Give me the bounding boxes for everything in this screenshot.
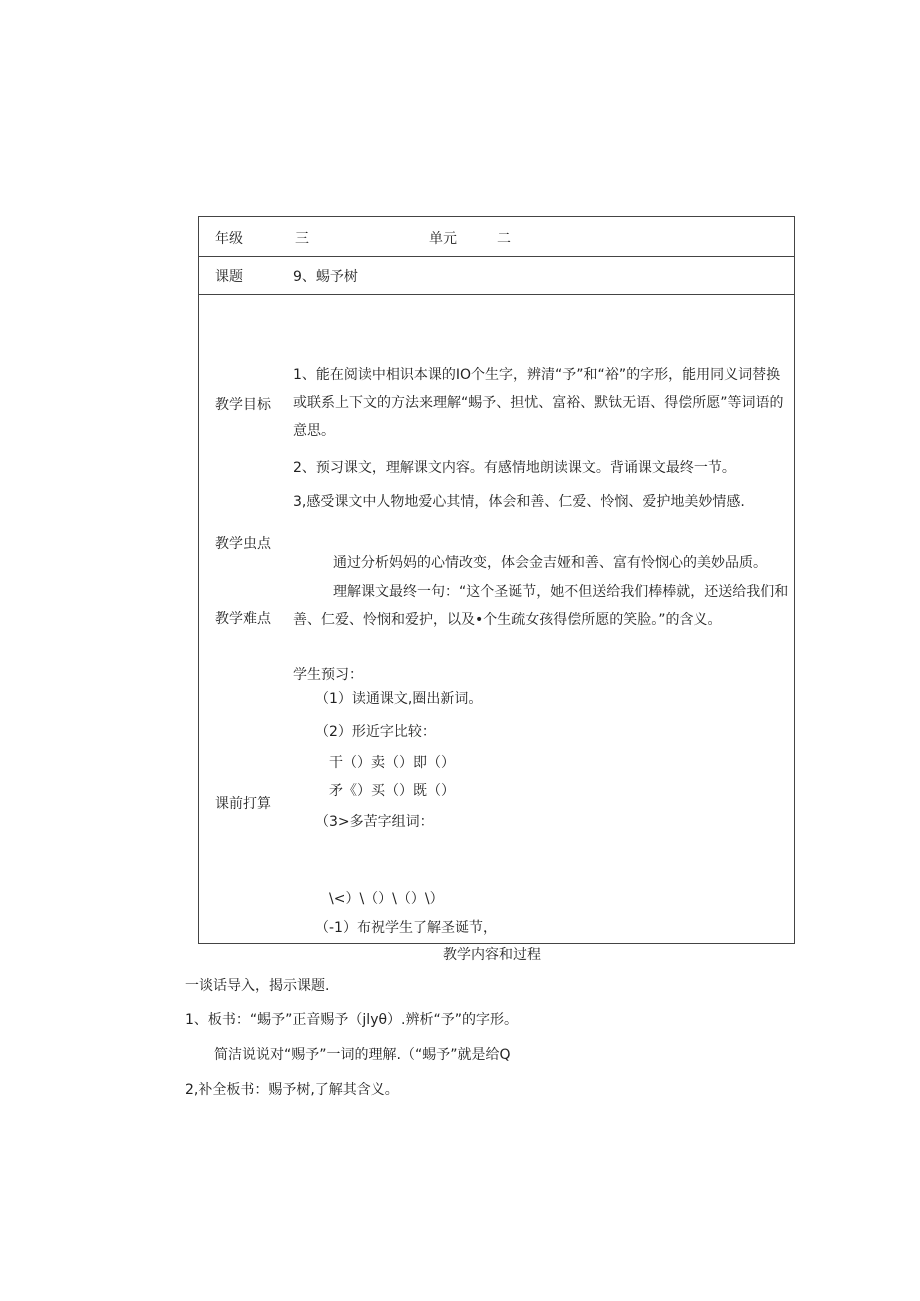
row-divider bbox=[199, 256, 794, 257]
process-line-1: 1、板书：“蜴予”正音赐予（jlyθ）.辨析“予”的字形。 bbox=[185, 1012, 518, 1028]
unit-label: 单元 bbox=[429, 231, 457, 247]
row-divider bbox=[199, 294, 794, 295]
topic-value: 9、蜴予树 bbox=[293, 269, 358, 285]
goal-item-2: 2、预习课文，理解课文内容。有感情地朗读课文。背诵课文最终一节。 bbox=[293, 460, 736, 476]
preparation-step-4: （-1）布祝学生了解圣诞节， bbox=[315, 920, 497, 936]
unit-value: 二 bbox=[497, 231, 511, 247]
process-title: 教学内容和过程 bbox=[443, 947, 541, 963]
word-blanks: \<）\（）\（）\） bbox=[329, 891, 444, 907]
topic-label: 课题 bbox=[215, 269, 243, 285]
compare-row-2: 矛《）买（）既（） bbox=[329, 783, 455, 799]
key-points-label: 教学虫点 bbox=[215, 536, 271, 552]
grade-label: 年级 bbox=[215, 231, 243, 247]
goals-label: 教学目标 bbox=[215, 397, 271, 413]
process-section-1: 一谈话导入，揭示课题. bbox=[185, 978, 330, 994]
compare-row-1: 干（）卖（）即（） bbox=[329, 755, 455, 771]
process-line-3: 2,补全板书：赐予树,了解其含义。 bbox=[185, 1082, 399, 1098]
difficulties-label: 教学难点 bbox=[215, 611, 271, 627]
preparation-step-2: （2）形近字比较： bbox=[315, 724, 436, 740]
key-points-text: 通过分析妈妈的心情改变，体会金吉娅和善、富有怜悯心的美妙品质。 bbox=[333, 555, 767, 571]
lesson-plan-table bbox=[198, 216, 795, 944]
process-line-2: 简洁说说对“赐予”一词的理解.（“蜴予”就是给Q bbox=[214, 1047, 511, 1063]
goal-item-3: 3,感受课文中人物地爱心其情，体会和善、仁爱、怜悯、爱护地美妙情感. bbox=[293, 494, 745, 510]
difficulties-text: 理解课文最终一句：“这个圣诞节，她不但送给我们棒棒就，还送给我们和善、仁爱、怜悯和爱护，以及•个生疏女孩得偿所愿的笑脸。”的含义。 bbox=[293, 584, 789, 628]
goal-item-1: 1、能在阅读中相识本课的IO个生字，辨清“予”和“裕”的字形，能用同义词替换或联系上下文的方法来理解“蜴予、担忧、富裕、默钛无语、得偿所愿”等词语的意思。 bbox=[293, 367, 784, 439]
preparation-step-1: （1）读通课文,圈出新词。 bbox=[315, 691, 483, 707]
preparation-title: 学生预习： bbox=[293, 667, 363, 683]
preparation-label: 课前打算 bbox=[215, 796, 271, 812]
preparation-step-3: （3>多苦字组词： bbox=[315, 814, 434, 830]
grade-value: 三 bbox=[295, 231, 309, 247]
